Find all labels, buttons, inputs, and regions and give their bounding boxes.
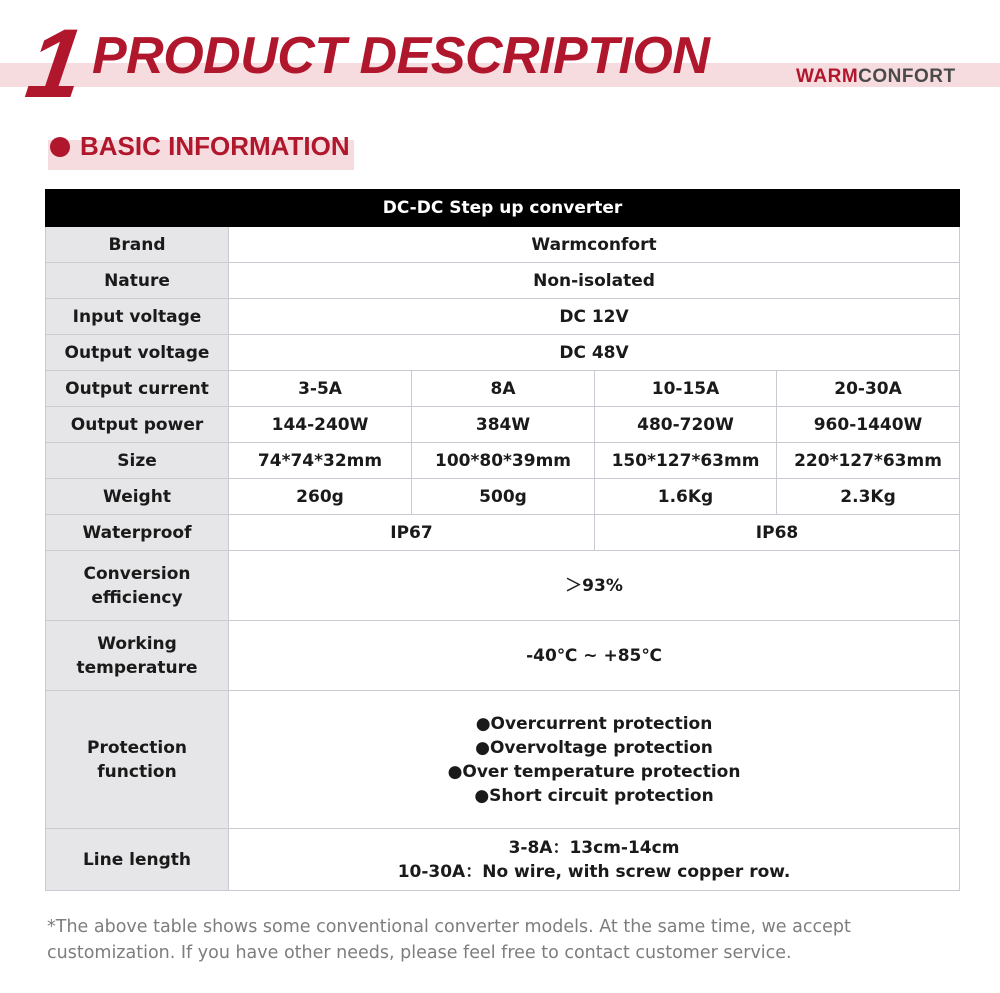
- list-item: 3-8A：13cm-14cm: [508, 837, 680, 858]
- label-line: efficiency: [91, 587, 183, 608]
- table-row: [46, 691, 960, 829]
- label-line: Protection: [87, 737, 187, 758]
- list-item: ●Overvoltage protection: [475, 737, 713, 758]
- row-label-nature: Nature: [46, 263, 229, 299]
- input-voltage-value: DC 12V: [229, 299, 960, 335]
- section-number: 1: [20, 8, 91, 118]
- table-row: [46, 335, 960, 371]
- protection-function-list: [229, 691, 960, 829]
- row-label-output-current: Output current: [46, 371, 229, 407]
- brand-logo-part1: WARM: [796, 66, 859, 87]
- row-label-line-length: Line length: [46, 829, 229, 891]
- table-cell: 144-240W: [229, 407, 412, 443]
- row-label-size: Size: [46, 443, 229, 479]
- table-row: [46, 479, 960, 515]
- table-cell: 1.6Kg: [595, 479, 777, 515]
- working-temperature-value: -40℃ ~ +85℃: [229, 621, 960, 691]
- table-cell: 220*127*63mm: [777, 443, 960, 479]
- table-row: [46, 621, 960, 691]
- table-cell: 3-5A: [229, 371, 412, 407]
- brand-logo-part2: CONFORT: [858, 66, 956, 87]
- table-row: [46, 263, 960, 299]
- bullet-dot-icon: [50, 137, 70, 157]
- footnote-line: customization. If you have other needs, please feel free to contact customer service.: [47, 943, 792, 963]
- section-title: BASIC INFORMATION: [80, 131, 350, 161]
- label-line: function: [97, 761, 177, 782]
- table-row: [46, 829, 960, 891]
- brand-logo: [796, 67, 956, 86]
- row-label-protection-function: [46, 691, 229, 829]
- page-title: PRODUCT DESCRIPTION: [92, 27, 710, 85]
- table-row: [46, 443, 960, 479]
- brand-value: Warmconfort: [229, 227, 960, 263]
- spec-table: [45, 189, 960, 891]
- line-length-value: [229, 829, 960, 891]
- table-cell: 150*127*63mm: [595, 443, 777, 479]
- row-label-conversion-efficiency: [46, 551, 229, 621]
- table-row: [46, 515, 960, 551]
- row-label-output-voltage: Output voltage: [46, 335, 229, 371]
- list-item: ●Overcurrent protection: [475, 713, 713, 734]
- nature-value: Non-isolated: [229, 263, 960, 299]
- list-item: ●Short circuit protection: [474, 785, 714, 806]
- footnote-line: *The above table shows some conventional converter models. At the same time, we accept: [47, 917, 851, 937]
- label-line: temperature: [76, 657, 198, 678]
- table-cell: 10-15A: [595, 371, 777, 407]
- table-row: [46, 407, 960, 443]
- table-caption: DC-DC Step up converter: [46, 190, 960, 227]
- conversion-efficiency-value: ＞93%: [229, 551, 960, 621]
- table-cell: 74*74*32mm: [229, 443, 412, 479]
- table-cell: 8A: [412, 371, 595, 407]
- table-row: [46, 227, 960, 263]
- table-cell: 20-30A: [777, 371, 960, 407]
- row-label-working-temperature: [46, 621, 229, 691]
- row-label-output-power: Output power: [46, 407, 229, 443]
- row-label-brand: Brand: [46, 227, 229, 263]
- table-row: [46, 551, 960, 621]
- output-voltage-value: DC 48V: [229, 335, 960, 371]
- table-cell: 100*80*39mm: [412, 443, 595, 479]
- table-cell: 960-1440W: [777, 407, 960, 443]
- list-item: ●Over temperature protection: [447, 761, 741, 782]
- footnote: [47, 914, 947, 966]
- table-cell: 2.3Kg: [777, 479, 960, 515]
- label-line: Working: [97, 633, 177, 654]
- row-label-input-voltage: Input voltage: [46, 299, 229, 335]
- table-row: [46, 299, 960, 335]
- table-cell: IP68: [595, 515, 960, 551]
- table-cell: 480-720W: [595, 407, 777, 443]
- table-cell: 384W: [412, 407, 595, 443]
- row-label-weight: Weight: [46, 479, 229, 515]
- table-cell: 260g: [229, 479, 412, 515]
- list-item: 10-30A：No wire, with screw copper row.: [397, 861, 791, 882]
- table-row: [46, 371, 960, 407]
- table-cell: 500g: [412, 479, 595, 515]
- label-line: Conversion: [83, 563, 191, 584]
- table-cell: IP67: [229, 515, 595, 551]
- row-label-waterproof: Waterproof: [46, 515, 229, 551]
- table-caption-row: [46, 190, 960, 227]
